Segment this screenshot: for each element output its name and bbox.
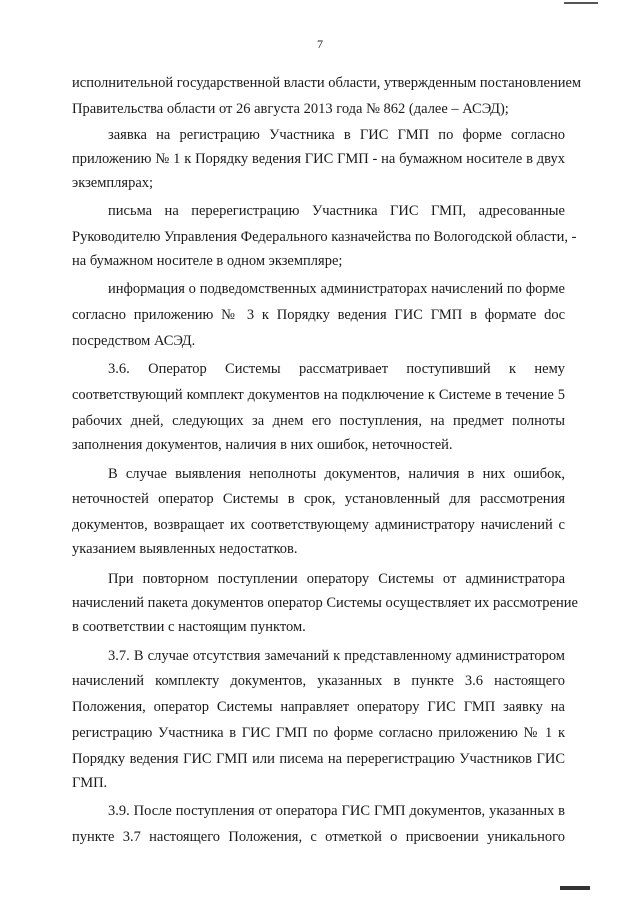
text-line: экземплярах; [72,175,154,191]
text-line: указанием выявленных недостатков. [72,541,298,557]
scan-mark [564,2,598,4]
text-line: регистрацию Участника в ГИС ГМП по форме согласно приложению № 1 к [72,725,565,741]
text-line: соответствующий комплект документов на подключение к Системе в течение 5 [72,387,565,403]
text-line: 3.6. Оператор Системы рассматривает поступивший к нему [108,361,565,377]
text-line: При повторном поступлении оператору Системы от администратора [108,571,565,587]
text-line: заявка на регистрацию Участника в ГИС ГМП по форме согласно [108,127,565,143]
text-line: приложению № 1 к Порядку ведения ГИС ГМП - на бумажном носителе в двух [72,151,565,167]
text-line: 3.9. После поступления от оператора ГИС ГМП документов, указанных в [108,803,565,819]
text-line: письма на перерегистрацию Участника ГИС ГМП, адресованные [108,203,565,219]
scan-mark [560,886,590,890]
text-line: на бумажном носителе в одном экземпляре; [72,253,343,269]
text-line: посредством АСЭД. [72,333,196,349]
text-line: начислений пакета документов оператор Системы осуществляет их рассмотрение [72,595,578,611]
text-line: пункте 3.7 настоящего Положения, с отметкой о присвоении уникального [72,829,565,845]
text-line: начислений комплекту документов, указанных в пункте 3.6 настоящего [72,673,565,689]
page-number: 7 [317,37,323,51]
text-line: неточностей оператор Системы в срок, установленный для рассмотрения [72,491,565,507]
text-line: исполнительной государственной власти области, утвержденным постановлением [72,75,582,91]
text-line: согласно приложению № 3 к Порядку ведения ГИС ГМП в формате doc [72,307,565,323]
text-line: Руководителю Управления Федерального казначейства по Вологодской области, - [72,229,577,245]
text-line: 3.7. В случае отсутствия замечаний к представленному администратором [108,648,565,664]
text-line: в соответствии с настоящим пунктом. [72,619,306,635]
text-line: рабочих дней, следующих за днем его поступления, на предмет полноты [72,413,565,429]
text-line: В случае выявления неполноты документов, наличия в них ошибок, [108,466,565,482]
text-line: документов, возвращает их соответствующему администратору начислений с [72,517,565,533]
text-line: Положения, оператор Системы направляет оператору ГИС ГМП заявку на [72,699,565,715]
text-line: Правительства области от 26 августа 2013 года № 862 (далее – АСЭД); [72,101,509,117]
text-line: информация о подведомственных администраторах начислений по форме [108,281,565,297]
text-line: заполнения документов, наличия в них ошибок, неточностей. [72,437,453,453]
text-line: ГМП. [72,775,108,791]
text-line: Порядку ведения ГИС ГМП или писема на перерегистрацию Участников ГИС [72,751,565,767]
